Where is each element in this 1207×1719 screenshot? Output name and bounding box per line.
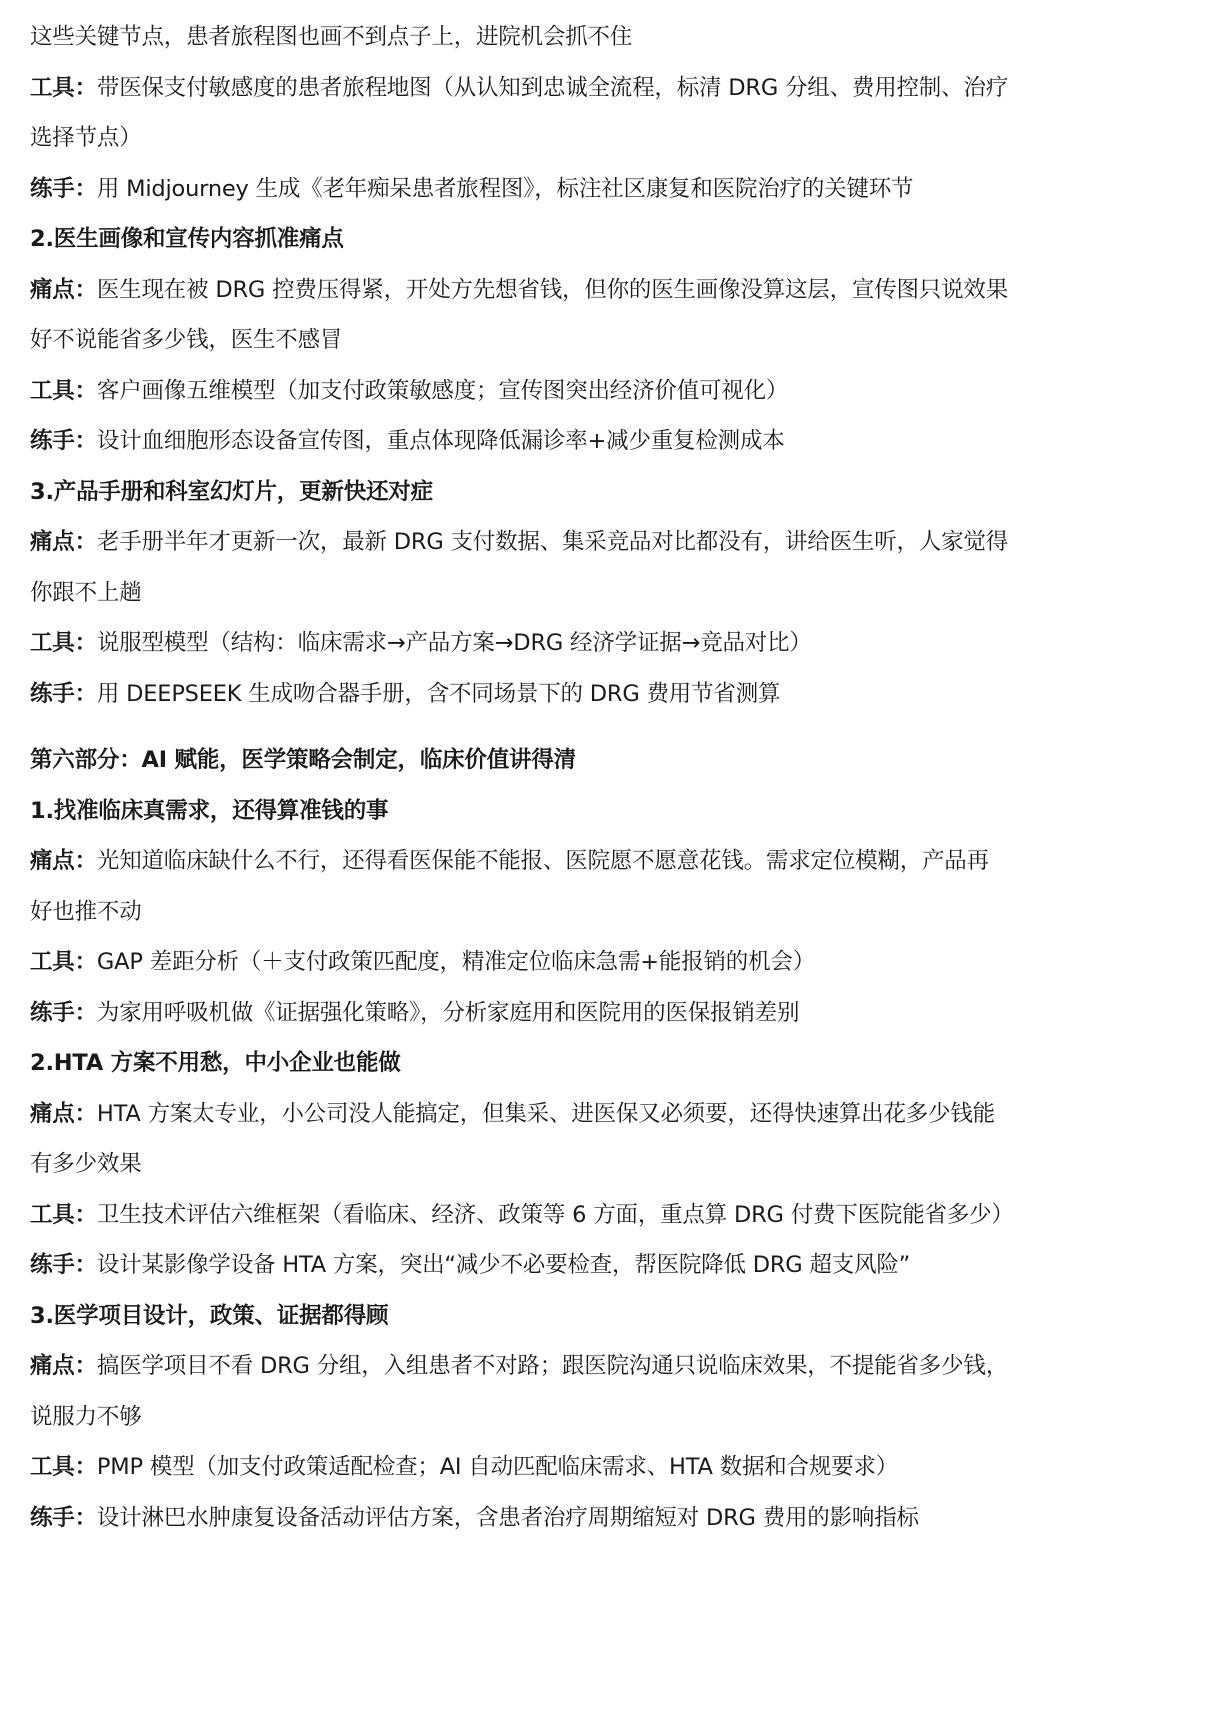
pain-text-continuation: 好也推不动 [30, 898, 142, 925]
practice-label: 练手： [30, 428, 97, 454]
tool-line [30, 366, 1080, 417]
body-text-line: 这些关键节点，患者旅程图也画不到点子上，进院机会抓不住 [30, 24, 633, 50]
item-heading: 3.医学项目设计，政策、证据都得顾 [30, 1302, 389, 1329]
practice-line [30, 1493, 1080, 1544]
pain-label: 痛点： [30, 1353, 97, 1379]
tool-line [30, 618, 1080, 669]
pain-label: 痛点： [30, 529, 97, 555]
tool-label: 工具： [30, 377, 97, 404]
tool-text: 带医保支付敏感度的患者旅程地图（从认知到忠诚全流程，标清 DRG 分组、费用控制、治疗 [96, 74, 1009, 101]
practice-label: 练手： [30, 175, 97, 202]
tool-label: 工具： [30, 630, 97, 656]
pain-text-continuation: 你跟不上趟 [30, 579, 142, 606]
pain-label: 痛点： [30, 1100, 97, 1127]
tool-label: 工具： [30, 1201, 97, 1228]
tool-text: PMP 模型（加支付政策适配检查；AI 自动匹配临床需求、HTA 数据和合规要求） [96, 1454, 899, 1480]
practice-label: 练手： [30, 999, 97, 1026]
tool-line [30, 1442, 1080, 1493]
item-heading: 2.HTA 方案不用愁，中小企业也能做 [30, 1050, 401, 1076]
pain-text: 搞医学项目不看 DRG 分组，入组患者不对路；跟医院沟通只说临床效果，不提能省多少钱， [96, 1353, 1009, 1379]
pain-line [30, 265, 1080, 316]
item-heading: 3.产品手册和科室幻灯片，更新快还对症 [30, 478, 433, 505]
practice-line [30, 164, 1080, 215]
practice-line [30, 416, 1080, 467]
practice-text: 用 DEEPSEEK 生成吻合器手册，含不同场景下的 DRG 费用节省测算 [96, 680, 781, 707]
practice-line [30, 1240, 1080, 1291]
pain-text-continuation: 好不说能省多少钱，医生不感冒 [30, 327, 343, 353]
section-spacer [30, 719, 1080, 735]
item-heading: 2.医生画像和宣传内容抓准痛点 [30, 226, 344, 252]
practice-line [30, 988, 1080, 1039]
pain-label: 痛点： [30, 276, 97, 303]
tool-line [30, 63, 1080, 114]
pain-text: HTA 方案太专业，小公司没人能搞定，但集采、进医保又必须要，还得快速算出花多少钱能 [96, 1100, 995, 1127]
tool-line [30, 937, 1080, 988]
pain-text: 医生现在被 DRG 控费压得紧，开处方先想省钱，但你的医生画像没算这层，宣传图只说效果 [96, 276, 1009, 303]
practice-text: 为家用呼吸机做《证据强化策略》，分析家庭用和医院用的医保报销差别 [96, 999, 800, 1026]
pain-text: 老手册半年才更新一次，最新 DRG 支付数据、集采竞品对比都没有，讲给医生听，人家觉得 [96, 529, 1009, 555]
tool-line [30, 1190, 1080, 1241]
pain-line [30, 1341, 1080, 1392]
pain-line [30, 836, 1080, 887]
practice-text: 设计血细胞形态设备宣传图，重点体现降低漏诊率+减少重复检测成本 [96, 428, 785, 454]
practice-line [30, 669, 1080, 720]
practice-text: 设计淋巴水肿康复设备活动评估方案，含患者治疗周期缩短对 DRG 费用的影响指标 [96, 1504, 919, 1531]
practice-label: 练手： [30, 1504, 97, 1531]
pain-line [30, 517, 1080, 568]
tool-label: 工具： [30, 1454, 97, 1480]
tool-text: GAP 差距分析（＋支付政策匹配度，精准定位临床急需+能报销的机会） [96, 949, 816, 975]
practice-text: 设计某影像学设备 HTA 方案，突出“减少不必要检查，帮医院降低 DRG 超支风险” [96, 1252, 911, 1278]
practice-text: 用 Midjourney 生成《老年痴呆患者旅程图》，标注社区康复和医院治疗的关键环节 [96, 175, 914, 202]
document-page [30, 12, 1080, 1543]
practice-label: 练手： [30, 680, 97, 707]
tool-text: 卫生技术评估六维框架（看临床、经济、政策等 6 方面，重点算 DRG 付费下医院能省多少） [96, 1201, 1014, 1228]
tool-text: 说服型模型（结构：临床需求→产品方案→DRG 经济学证据→竞品对比） [96, 630, 812, 656]
item-heading: 1.找准临床真需求，还得算准钱的事 [30, 797, 389, 824]
pain-text-continuation: 说服力不够 [30, 1403, 142, 1430]
practice-label: 练手： [30, 1252, 97, 1278]
pain-text-continuation: 有多少效果 [30, 1151, 142, 1177]
tool-text: 客户画像五维模型（加支付政策敏感度；宣传图突出经济价值可视化） [96, 377, 789, 404]
tool-label: 工具： [30, 949, 97, 975]
tool-label: 工具： [30, 74, 97, 101]
pain-text: 光知道临床缺什么不行，还得看医保能不能报、医院愿不愿意花钱。需求定位模糊，产品再 [96, 848, 989, 874]
pain-line [30, 1089, 1080, 1140]
tool-text-continuation: 选择节点） [30, 125, 142, 151]
section-title: 第六部分：AI 赋能，医学策略会制定，临床价值讲得清 [30, 747, 576, 773]
pain-label: 痛点： [30, 848, 97, 874]
